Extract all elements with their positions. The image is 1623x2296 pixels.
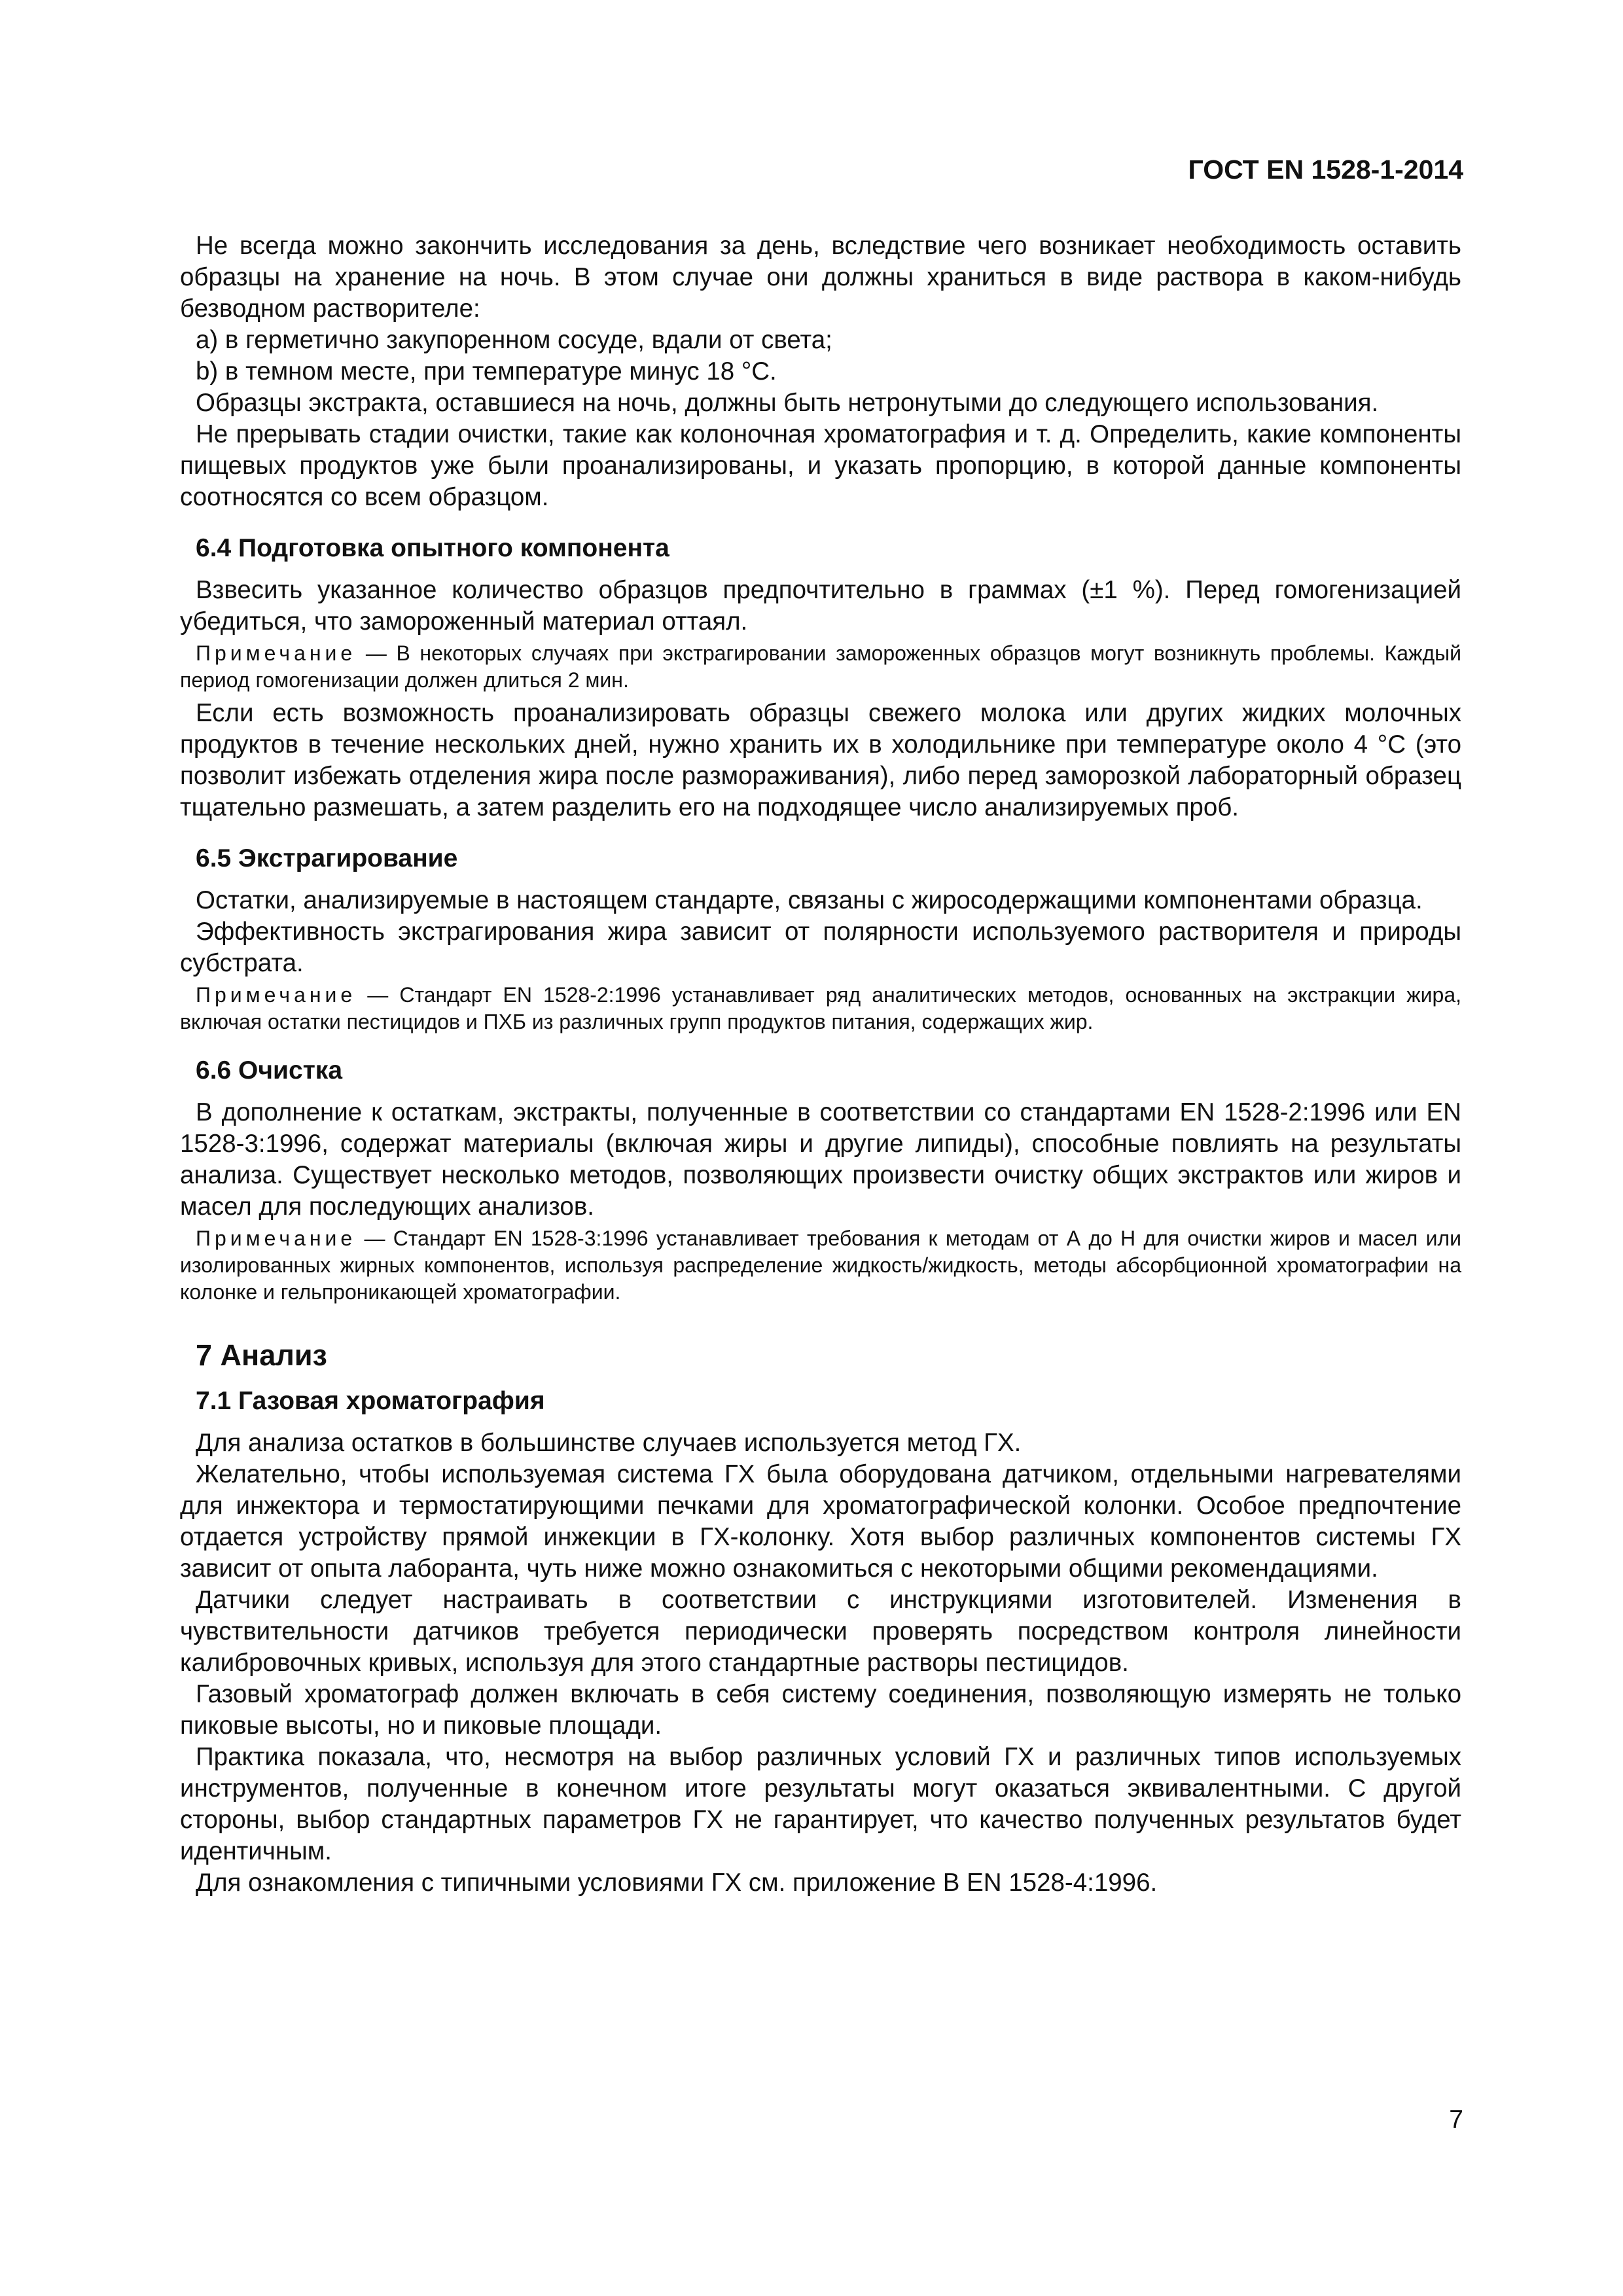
paragraph: Не всегда можно закончить исследования за день, вследствие чего возникает необходимость оставить образцы на хранение на ночь. В этом случае они должны храниться в виде раствора в каком-нибудь безводном растворителе: <box>180 232 1461 323</box>
paragraph: Для ознакомления с типичными условиями ГХ см. приложение В EN 1528-4:1996. <box>196 1869 1158 1897</box>
section-heading-7-1: 7.1 Газовая хроматография <box>196 1387 545 1415</box>
note-label: Примечание <box>196 1227 357 1250</box>
section-heading-6-6: 6.6 Очистка <box>196 1056 343 1085</box>
note-label: Примечание <box>196 641 357 665</box>
paragraph: Для анализа остатков в большинстве случаев используется метод ГХ. <box>196 1429 1022 1457</box>
section-heading-6-4: 6.4 Подготовка опытного компонента <box>196 534 669 562</box>
note <box>180 1225 1461 1306</box>
note <box>180 640 1461 694</box>
paragraph: Практика показала, что, несмотря на выбор различных условий ГХ и различных типов используемых инструментов, полученные в конечном итоге результаты могут оказаться эквивалентными. С другой стороны, выбор стандартных параметров ГХ не гарантирует, что качество полученных результатов будет идентичным. <box>180 1743 1461 1865</box>
section-heading-7: 7 Анализ <box>196 1338 327 1372</box>
paragraph: Взвесить указанное количество образцов предпочтительно в граммах (±1 %). Перед гомогенизацией убедиться, что замороженный материал оттаял. <box>180 576 1461 636</box>
page-number: 7 <box>1449 2106 1463 2134</box>
paragraph: Образцы экстракта, оставшиеся на ночь, должны быть нетронутыми до следующего использования. <box>196 389 1379 417</box>
paragraph: Газовый хроматограф должен включать в себя систему соединения, позволяющую измерять не только пиковые высоты, но и пиковые площади. <box>180 1680 1461 1740</box>
note-text: — В некоторых случаях при экстрагировании замороженных образцов могут возникнуть проблемы. Каждый период гомогенизации должен длиться 2 мин. <box>180 641 1461 692</box>
list-item: а) в герметично закупоренном сосуде, вдали от света; <box>196 326 832 354</box>
paragraph: Не прерывать стадии очистки, такие как колоночная хроматография и т. д. Определить, какие компоненты пищевых продуктов уже были проанализированы, и указать пропорцию, в которой данные компоненты соотносятся со всем образцом. <box>180 420 1461 511</box>
paragraph: Датчики следует настраивать в соответствии с инструкциями изготовителей. Изменения в чувствительности датчиков требуется периодически проверять посредством контроля линейности калибровочных кривых, используя для этого стандартные растворы пестицидов. <box>180 1586 1461 1677</box>
paragraph: Эффективность экстрагирования жира зависит от полярности используемого растворителя и природы субстрата. <box>180 918 1461 977</box>
note <box>180 982 1461 1035</box>
note-text: — Стандарт EN 1528-3:1996 устанавливает требования к методам от А до Н для очистки жиров и масел или изолированных жирных компонентов, используя распределение жидкость/жидкость, методы абсорбционной хроматографии на колонке и гельпроникающей хроматографии. <box>180 1227 1461 1304</box>
note-text: — Стандарт EN 1528-2:1996 устанавливает ряд аналитических методов, основанных на экстракции жира, включая остатки пестицидов и ПХБ из различных групп продуктов питания, содержащих жир. <box>180 983 1461 1033</box>
paragraph: Если есть возможность проанализировать образцы свежего молока или других жидких молочных продуктов в течение нескольких дней, нужно хранить их в холодильнике при температуре около 4 °С (это позволит избежать отделения жира после размораживания), либо перед заморозкой лабораторный образец тщательно размешать, а затем разделить его на подходящее число анализируемых проб. <box>180 699 1461 821</box>
paragraph: Остатки, анализируемые в настоящем стандарте, связаны с жиросодержащими компонентами образца. <box>196 886 1423 914</box>
paragraph: Желательно, чтобы используемая система ГХ была оборудована датчиком, отдельными нагревателями для инжектора и термостатирующими печками для хроматографической колонки. Особое предпочтение отдается устройству прямой инжекции в ГХ-колонку. Хотя выбор различных компонентов системы ГХ зависит от опыта лаборанта, чуть ниже можно ознакомиться с некоторыми общими рекомендациями. <box>180 1460 1461 1583</box>
section-heading-6-5: 6.5 Экстрагирование <box>196 844 458 872</box>
document-code-header: ГОСТ EN 1528-1-2014 <box>1188 154 1463 185</box>
paragraph: В дополнение к остаткам, экстракты, полученные в соответствии со стандартами EN 1528-2:1996 или EN 1528-3:1996, содержат материалы (включая жиры и другие липиды), способные повлиять на результаты анализа. Существует несколько методов, позволяющих произвести очистку общих экстрактов или жиров и масел для последующих анализов. <box>180 1098 1461 1221</box>
note-label: Примечание <box>196 983 357 1007</box>
list-item: b) в темном месте, при температуре минус 18 °С. <box>196 357 777 386</box>
page-content <box>180 230 1461 1899</box>
